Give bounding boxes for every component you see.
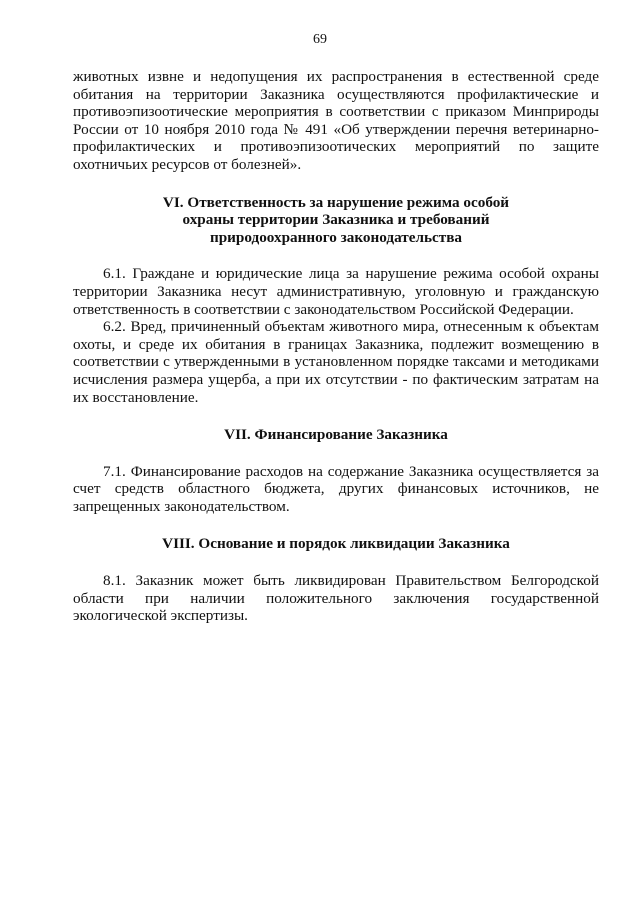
paragraph-8-1: 8.1. Заказник может быть ликвидирован Правительством Белгородской области при наличии положительного заключения государственной экологической экспертизы. [73, 572, 599, 625]
paragraph-6-1: 6.1. Граждане и юридические лица за нарушение режима особой охраны территории Заказника несут административную, уголовную и гражданскую ответственность в соответствии с законодательством Российской Федерации. [73, 265, 599, 318]
page-content [73, 68, 599, 625]
paragraph-6-2: 6.2. Вред, причиненный объектам животного мира, отнесенным к объектам охоты, и среде их обитания в границах Заказника, подлежит возмещению в соответствии с утвержденными в установленном порядке таксами и методиками исчисления размера ущерба, а при их отсутствии - по фактическим затратам на их восстановление. [73, 318, 599, 406]
section-6-heading-line-3: природоохранного законодательства [209, 228, 463, 246]
paragraph-7-1: 7.1. Финансирование расходов на содержание Заказника осуществляется за счет средств областного бюджета, других финансовых источников, не запрещенных законодательством. [73, 462, 599, 515]
intro-paragraph: животных извне и недопущения их распространения в естественной среде обитания на территории Заказника осуществляются профилактические и противоэпизоотические мероприятия в соответствии с приказом Минприроды России от 10 ноября 2010 года № 491 «Об утверждении перечня ветеринарно-профилактических и противоэпизоотических мероприятий по защите охотничьих ресурсов от болезней». [73, 68, 599, 173]
section-6-heading-line-2: охраны территории Заказника и требований [182, 211, 490, 229]
page-number: 69 [313, 32, 327, 47]
section-6-heading [73, 194, 599, 247]
section-6-heading-line-1: VI. Ответственность за нарушение режима особой [162, 193, 510, 211]
section-8-heading: VIII. Основание и порядок ликвидации Заказника [162, 535, 510, 553]
section-7-heading: VII. Финансирование Заказника [224, 426, 448, 444]
